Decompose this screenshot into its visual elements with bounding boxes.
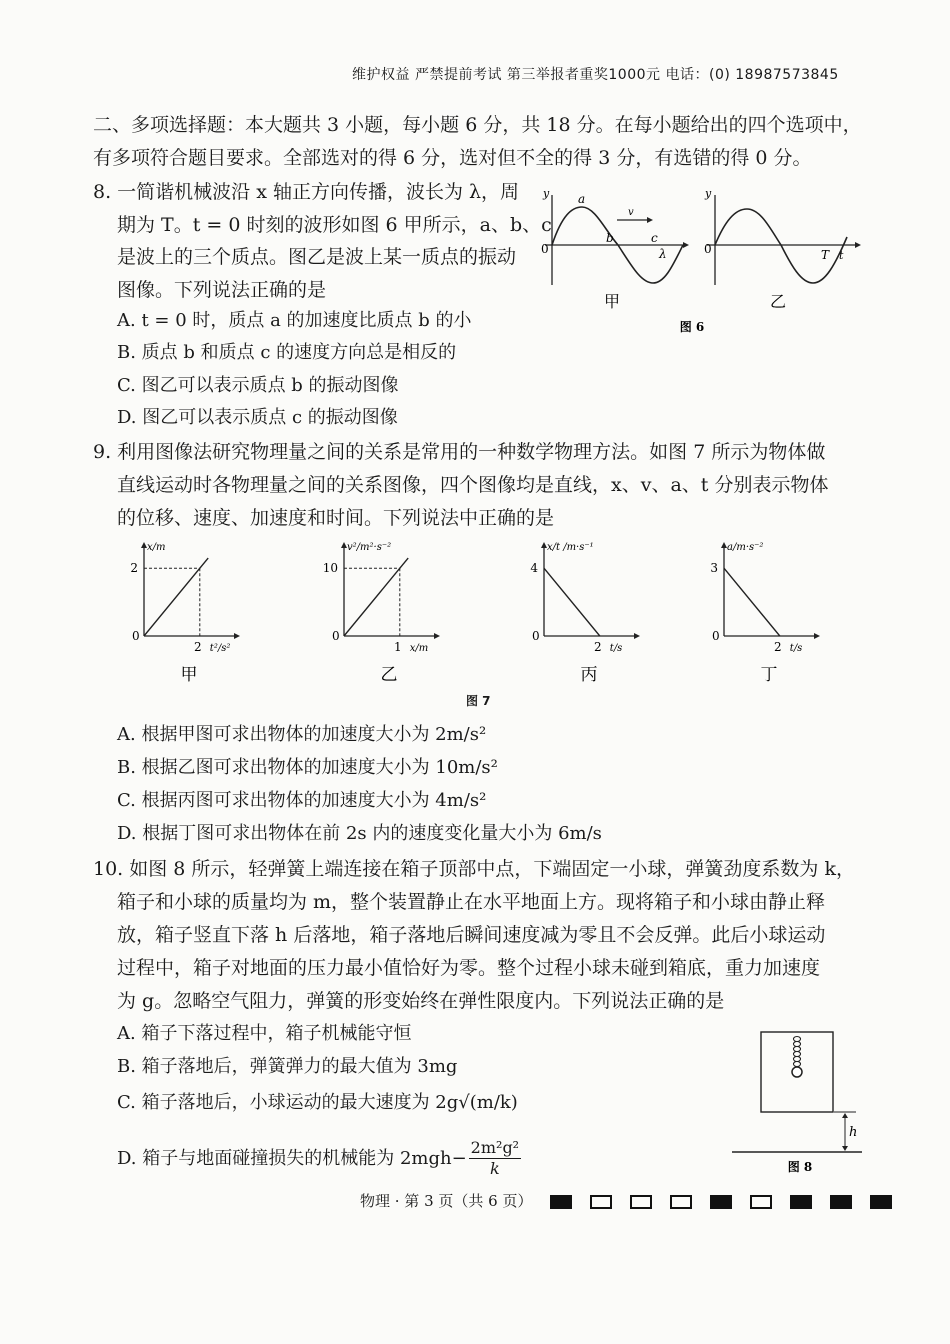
- chart-1-tick-y0: 0: [332, 629, 340, 643]
- chart-2-x-arrow: [634, 633, 640, 639]
- figure-8-caption: 图 8: [787, 1160, 813, 1174]
- q9-stem-line-2: 直线运动时各物理量之间的关系图像，四个图像均是直线，x、v、a、t 分别表示物体: [117, 474, 829, 496]
- q10-option-a: A. 箱子下落过程中，箱子机械能守恒: [117, 1023, 412, 1044]
- chart-1-x-arrow: [434, 633, 440, 639]
- q8-stem-line-3: 是波上的三个质点。图乙是波上某一质点的振动: [117, 246, 517, 268]
- jia-y-label: y: [543, 187, 550, 200]
- vibration-graph-yi: [704, 187, 861, 311]
- fraction-denominator: k: [490, 1159, 500, 1178]
- chart-1: [323, 542, 440, 685]
- chart-2-tick-y0: 0: [532, 629, 540, 643]
- chart-1-ylabel: v²/m²·s⁻²: [347, 542, 392, 553]
- q9-option-c: C. 根据丙图可求出物体的加速度大小为 4m/s²: [117, 790, 487, 811]
- q8-option-d: D. 图乙可以表示质点 c 的振动图像: [117, 407, 398, 428]
- yi-y-label: y: [705, 187, 712, 200]
- q10-stem-line-3: 放，箱子竖直下落 h 后落地，箱子落地后瞬间速度减为零且不会反弹。此后小球运动: [117, 924, 826, 946]
- chart-0-ylabel: x/m: [147, 542, 166, 553]
- jia-origin: 0: [541, 242, 549, 256]
- figure-7-caption: 图 7: [466, 694, 491, 708]
- section-instruction-line-2: 有多项符合题目要求。全部选对的得 6 分，选对但不全的得 3 分，有选错的得 0 分。: [93, 147, 812, 169]
- q9-stem-line-1: 9. 利用图像法研究物理量之间的关系是常用的一种数学物理方法。如图 7 所示为物体做: [93, 441, 826, 463]
- chart-3-ylabel: a/m·s⁻²: [727, 542, 764, 553]
- chart-3: [710, 542, 820, 685]
- chart-1-tick-ymax: 10: [322, 561, 338, 576]
- anti-cheat-header: 维护权益 严禁提前考试 第三举报者重奖1000元 电话：(0) 18987573845: [352, 67, 839, 83]
- yi-t-label: t: [839, 249, 844, 262]
- chart-0-data-line: [144, 558, 208, 636]
- period-label: T: [821, 248, 830, 262]
- footer-mark-1: [590, 1195, 612, 1209]
- chart-0: [130, 542, 240, 685]
- chart-0-name: 甲: [180, 665, 198, 685]
- q10-stem-line-1: 10. 如图 8 所示，轻弹簧上端连接在箱子顶部中点，下端固定一小球，弹簧劲度系数为 k，: [93, 858, 855, 880]
- q8-option-a: A. t = 0 时，质点 a 的加速度比质点 b 的小: [117, 310, 472, 331]
- q8-option-c: C. 图乙可以表示质点 b 的振动图像: [117, 375, 399, 396]
- q8-stem-line-1: 8. 一简谐机械波沿 x 轴正方向传播，波长为 λ，周: [93, 181, 520, 203]
- spring: [794, 1037, 801, 1067]
- footer-mark-4: [710, 1195, 732, 1209]
- footer-mark-7: [830, 1195, 852, 1209]
- figure-7: [118, 533, 878, 718]
- velocity-label: v: [628, 207, 634, 218]
- footer-mark-3: [670, 1195, 692, 1209]
- chart-3-tick-y0: 0: [712, 629, 720, 643]
- point-c-label: c: [651, 231, 658, 245]
- height-label: h: [849, 1125, 858, 1140]
- page-footer-text: 物理 · 第 3 页（共 6 页）: [360, 1192, 533, 1210]
- figure-6: [535, 185, 870, 340]
- yi-wave-curve: [715, 209, 847, 283]
- footer-marks: [532, 1192, 892, 1210]
- q10-option-d-prefix: D. 箱子与地面碰撞损失的机械能为 2mgh−: [117, 1147, 467, 1169]
- q9-option-b: B. 根据乙图可求出物体的加速度大小为 10m/s²: [117, 757, 498, 778]
- yi-caption: 乙: [769, 292, 787, 311]
- chart-0-tick-y0: 0: [132, 629, 140, 643]
- chart-2-data-line: [544, 568, 600, 636]
- footer: [360, 1190, 892, 1211]
- chart-2-ylabel: x/t /m·s⁻¹: [547, 542, 594, 553]
- chart-3-xlabel: t/s: [789, 643, 803, 654]
- footer-mark-8: [870, 1195, 892, 1209]
- lambda-label: λ: [659, 247, 667, 261]
- q10-stem-line-2: 箱子和小球的质量均为 m，整个装置静止在水平地面上方。现将箱子和小球由静止释: [117, 891, 826, 913]
- chart-2-xlabel: t/s: [609, 643, 623, 654]
- fraction-numerator: 2m²g²: [470, 1138, 520, 1157]
- footer-mark-2: [630, 1195, 652, 1209]
- chart-1-data-line: [344, 558, 408, 636]
- q10-option-b: B. 箱子落地后，弹簧弹力的最大值为 3mg: [117, 1056, 458, 1077]
- q10-option-d-fraction: [469, 1138, 521, 1179]
- footer-mark-5: [750, 1195, 772, 1209]
- chart-3-x-arrow: [814, 633, 820, 639]
- chart-3-data-line: [724, 568, 780, 636]
- section-instruction-line-1: 二、多项选择题：本大题共 3 小题，每小题 6 分，共 18 分。在每小题给出的四个选项中，: [93, 114, 862, 136]
- jia-caption: 甲: [603, 292, 621, 311]
- q10-option-c: C. 箱子落地后，小球运动的最大速度为 2g√(m/k): [117, 1092, 518, 1113]
- chart-0-tick-ymax: 2: [130, 561, 138, 576]
- q8-stem-line-4: 图像。下列说法正确的是: [117, 279, 327, 301]
- q9-option-a: A. 根据甲图可求出物体的加速度大小为 2m/s²: [117, 724, 487, 745]
- chart-3-tick-xmax: 2: [773, 640, 782, 654]
- point-a-label: a: [578, 192, 586, 206]
- chart-1-name: 乙: [380, 665, 398, 685]
- q9-stem-line-3: 的位移、速度、加速度和时间。下列说法中正确的是: [117, 507, 555, 529]
- footer-mark-6: [790, 1195, 812, 1209]
- chart-2: [530, 542, 640, 685]
- ball: [792, 1067, 802, 1077]
- chart-0-x-arrow: [234, 633, 240, 639]
- q8-stem-line-2: 期为 T。t = 0 时刻的波形如图 6 甲所示，a、b、c: [117, 214, 552, 236]
- yi-origin: 0: [704, 242, 712, 256]
- wave-graph-jia: [541, 187, 689, 311]
- q8-option-b: B. 质点 b 和质点 c 的速度方向总是相反的: [117, 342, 457, 363]
- q10-stem-line-4: 过程中，箱子对地面的压力最小值恰好为零。整个过程小球未碰到箱底，重力加速度: [117, 957, 821, 979]
- chart-2-tick-ymax: 4: [530, 561, 538, 576]
- figure-7-charts: [118, 533, 878, 718]
- chart-3-name: 丁: [760, 665, 778, 685]
- q9-option-d: D. 根据丁图可求出物体在前 2s 内的速度变化量大小为 6m/s: [117, 823, 602, 844]
- q10-stem-line-5: 为 g。忽略空气阻力，弹簧的形变始终在弹性限度内。下列说法正确的是: [117, 990, 725, 1012]
- chart-2-name: 丙: [580, 665, 598, 685]
- chart-1-tick-xmax: 1: [393, 640, 402, 654]
- chart-0-xlabel: t²/s²: [209, 643, 231, 654]
- chart-1-xlabel: x/m: [409, 643, 429, 654]
- chart-2-tick-xmax: 2: [593, 640, 602, 654]
- chart-3-tick-ymax: 3: [710, 561, 718, 576]
- footer-mark-0: [550, 1195, 572, 1209]
- point-b-label: b: [606, 231, 614, 245]
- figure-8: [728, 1030, 868, 1180]
- figure-6-caption: 图 6: [679, 320, 705, 334]
- q10-option-d: [117, 1138, 521, 1179]
- chart-0-tick-xmax: 2: [193, 640, 202, 654]
